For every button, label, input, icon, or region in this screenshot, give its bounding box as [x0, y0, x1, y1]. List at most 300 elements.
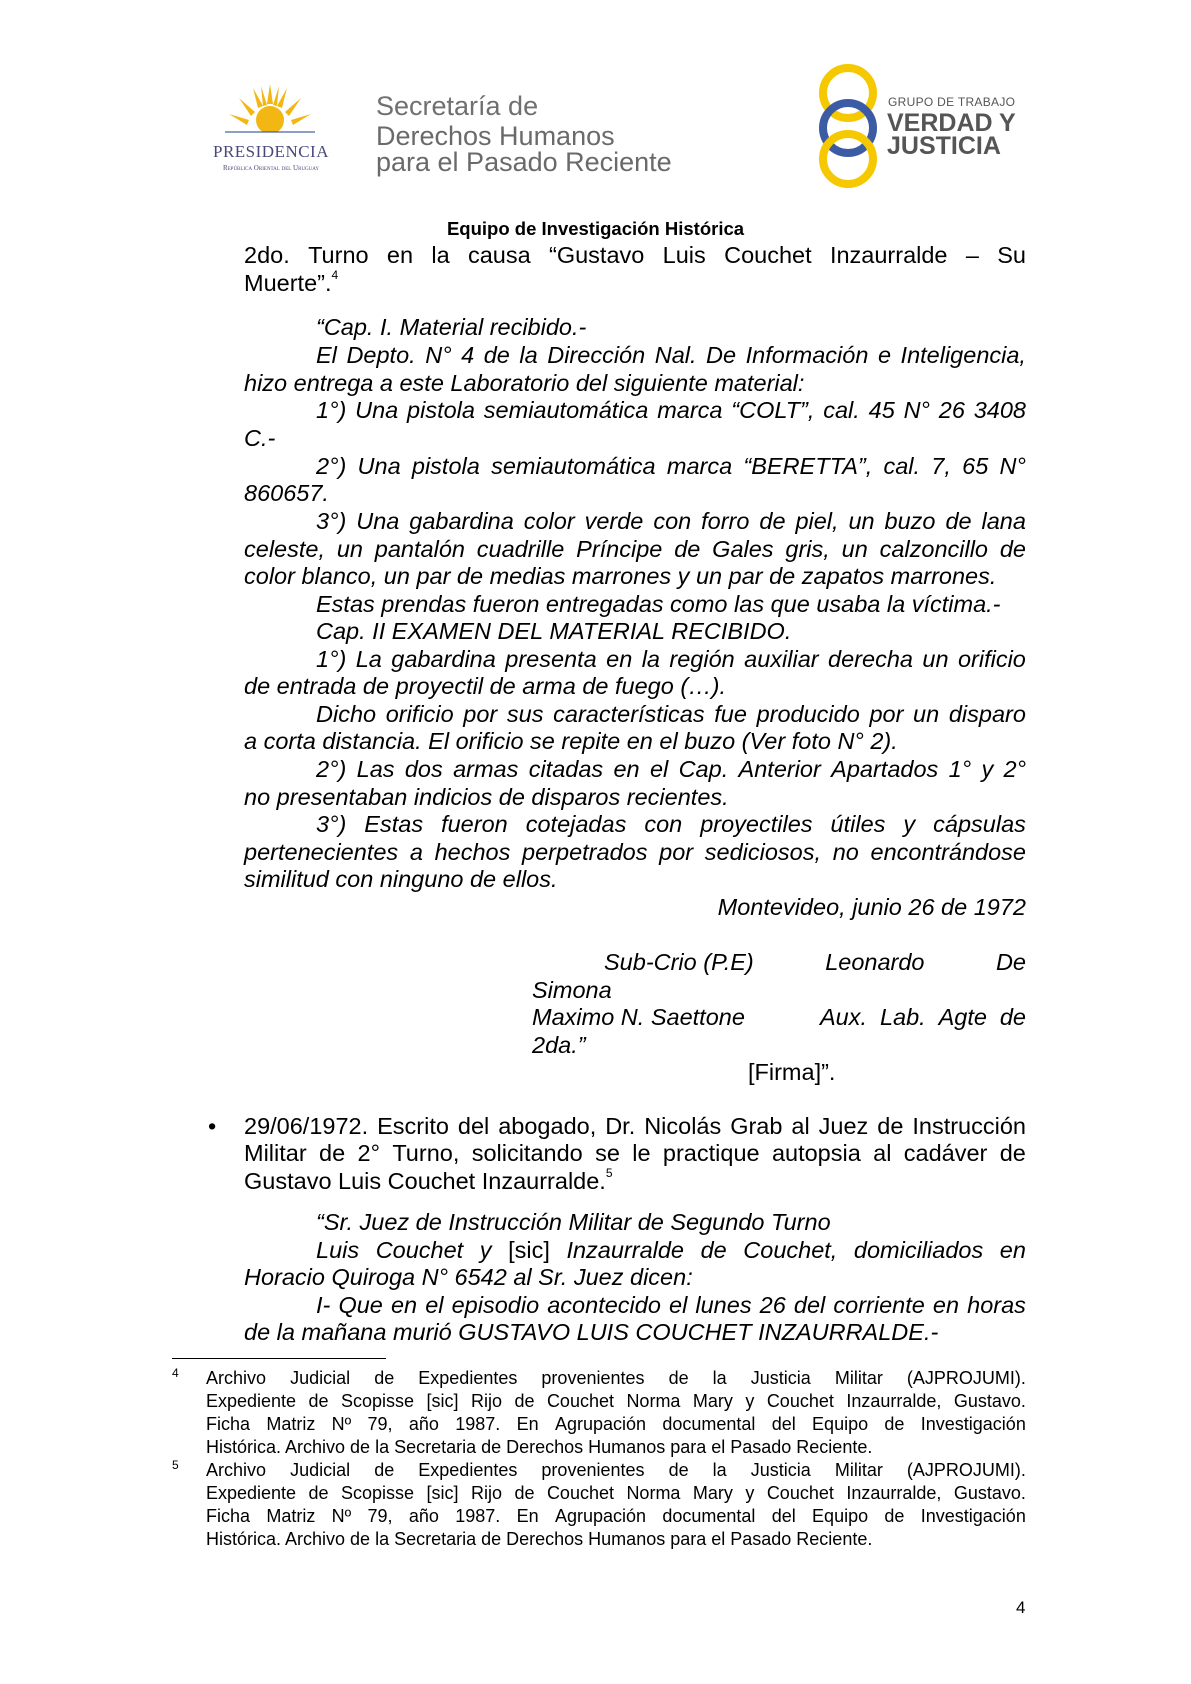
word: Couchet: [766, 1483, 834, 1503]
word: 7,: [931, 453, 951, 479]
word: cal.: [883, 453, 921, 479]
word: Príncipe: [576, 536, 663, 562]
signature-mark: [Firma]”.: [748, 1059, 836, 1085]
text: Gustavo Luis Couchet Inzaurralde.: [244, 1168, 606, 1194]
signature-line: Simona: [532, 977, 612, 1003]
word: Ficha: [206, 1506, 251, 1526]
word: 2do.: [244, 242, 290, 268]
letter-line: Horacio Quiroga N° 6542 al Sr. Juez dicen:: [244, 1264, 693, 1290]
word: 1987.: [455, 1414, 501, 1434]
word: un: [913, 701, 940, 727]
word: (AJPROJUMI).: [906, 1368, 1026, 1388]
word: del: [793, 1292, 826, 1318]
word: fue: [714, 701, 747, 727]
word: cal.: [823, 397, 860, 423]
word: buzo: [884, 508, 936, 534]
word: 1°): [316, 646, 347, 672]
word: Couchet: [546, 1391, 614, 1411]
word: 26: [938, 397, 965, 423]
word: 2°: [1003, 756, 1026, 782]
word: Expediente: [206, 1391, 297, 1411]
text: Sub-Crio (P.E): [604, 949, 754, 975]
quote-line: C.-: [244, 425, 276, 451]
word: Que: [338, 1292, 383, 1318]
word: le: [632, 1140, 651, 1166]
word: en: [999, 1237, 1026, 1263]
word: marca: [666, 453, 733, 479]
quote-line: color blanco, un par de medias marrones y un par de zapatos marrones.: [244, 563, 997, 589]
word: Agte: [938, 1004, 987, 1030]
word: Militar: [834, 1368, 883, 1388]
quote-line: a corta distancia. El orificio se repite en el buzo (Ver foto N° 2).: [244, 728, 898, 754]
word: características: [553, 701, 705, 727]
word: Norma: [626, 1483, 681, 1503]
word: causa: [467, 242, 531, 268]
word: Una: [355, 397, 399, 423]
word: pistola: [411, 453, 480, 479]
letter-line: [316, 1291, 1026, 1319]
word: Su: [997, 242, 1026, 268]
text: Leonardo: [825, 949, 925, 975]
footnote-line: [206, 1367, 1026, 1389]
footnote-line: [206, 1413, 1026, 1435]
word: presenta: [505, 646, 597, 672]
word: practique: [662, 1140, 760, 1166]
word: Equipo: [812, 1414, 869, 1434]
quote-line: Cap. II EXAMEN DEL MATERIAL RECIBIDO.: [316, 618, 792, 644]
word: lana: [981, 508, 1026, 534]
word: autopsia: [771, 1140, 861, 1166]
word: 29/06/1972.: [244, 1113, 369, 1139]
word: corriente: [833, 1292, 925, 1318]
word: Ficha: [206, 1414, 251, 1434]
word: Juez: [818, 1113, 869, 1139]
quote-line: [316, 507, 1026, 535]
word: con: [644, 811, 683, 837]
word: Agrupación: [554, 1506, 647, 1526]
word: de: [999, 1004, 1026, 1030]
page-number: 4: [1016, 1598, 1026, 1617]
word: Militar: [244, 1140, 307, 1166]
word: Equipo: [812, 1506, 869, 1526]
word: Expedientes: [418, 1368, 518, 1388]
word: de: [700, 1237, 727, 1263]
paragraph-line: [244, 269, 338, 297]
word: 79,: [367, 1414, 393, 1434]
word: de: [945, 508, 972, 534]
word: de: [374, 1460, 395, 1480]
footnote-line: [206, 1482, 1026, 1504]
word: Mary: [692, 1483, 733, 1503]
secretaria-line-2: Derechos Humanos: [376, 121, 615, 151]
word: Nicolás: [644, 1113, 722, 1139]
word: Turno,: [392, 1140, 460, 1166]
word: Apartados: [831, 756, 939, 782]
quote-line: 860657.: [244, 480, 329, 506]
word: Archivo: [206, 1460, 267, 1480]
word: cadáver: [903, 1140, 988, 1166]
word: y: [903, 811, 916, 837]
word: [sic]: [426, 1391, 459, 1411]
word: Matriz: [266, 1414, 316, 1434]
word: 2°): [316, 756, 347, 782]
word: Cap.: [678, 756, 729, 782]
word: 1°): [316, 397, 347, 423]
word: hechos: [434, 839, 511, 865]
word: de: [999, 536, 1026, 562]
word: pertenecientes: [244, 839, 399, 865]
word: abogado,: [498, 1113, 597, 1139]
word: en: [932, 1292, 960, 1318]
word: el: [425, 1292, 444, 1318]
word: por: [869, 701, 904, 727]
word: y: [745, 1483, 755, 1503]
word: sus: [506, 701, 544, 727]
word: 26: [759, 1292, 786, 1318]
word: sediciosos,: [704, 839, 822, 865]
word: en: [606, 646, 633, 672]
word: pistola: [407, 397, 475, 423]
word: orificio: [385, 701, 454, 727]
word: provenientes: [541, 1460, 645, 1480]
word: un: [848, 508, 875, 534]
word: forro: [701, 508, 750, 534]
bullet-icon: •: [208, 1113, 217, 1139]
word: y: [745, 1391, 755, 1411]
word: Matriz: [266, 1506, 316, 1526]
word: del: [457, 1113, 490, 1139]
signature-line: [820, 1003, 1026, 1031]
word: del: [771, 1414, 796, 1434]
word: de: [999, 1140, 1026, 1166]
quote-line: [244, 838, 1026, 866]
word: domiciliados: [853, 1237, 984, 1263]
word: encontrándose: [870, 839, 1026, 865]
team-title: Equipo de Investigación Histórica: [446, 218, 745, 239]
word: en: [390, 1292, 418, 1318]
word: con: [653, 508, 692, 534]
word: Inzaurralde: [566, 1237, 685, 1263]
word: de: [308, 1391, 329, 1411]
grupo-label: GRUPO DE TRABAJO: [888, 95, 1016, 109]
word: la: [431, 242, 450, 268]
word: Couchet: [546, 1483, 614, 1503]
word: 3408: [973, 397, 1026, 423]
word: e: [877, 342, 892, 368]
word: Judicial: [290, 1368, 351, 1388]
verdad-justicia-rings-logo: [812, 64, 884, 188]
word: de: [884, 1506, 905, 1526]
word: cápsulas: [933, 811, 1026, 837]
word: proyectiles: [700, 811, 813, 837]
word: “COLT”,: [731, 397, 815, 423]
word: útiles: [830, 811, 886, 837]
word: Inzaurralde,: [846, 1483, 942, 1503]
word: de: [374, 1368, 395, 1388]
word: y: [479, 1237, 492, 1263]
word: año: [408, 1414, 439, 1434]
word: Depto.: [346, 342, 416, 368]
word: I-: [316, 1292, 331, 1318]
word: Nal.: [654, 342, 697, 368]
word: a: [409, 839, 423, 865]
word: Información: [745, 342, 869, 368]
word: Dr.: [605, 1113, 636, 1139]
word: Couchet: [375, 1237, 464, 1263]
word: 4: [461, 342, 475, 368]
word: 3°): [316, 508, 347, 534]
word: de: [483, 342, 510, 368]
bullet-line: [244, 1112, 1026, 1140]
quote-line: [316, 810, 1026, 838]
word: la: [641, 646, 660, 672]
word: año: [408, 1506, 439, 1526]
word: en: [386, 242, 414, 268]
word: celeste,: [244, 536, 325, 562]
word: de: [308, 1483, 329, 1503]
word: 79,: [367, 1506, 393, 1526]
word: Gustavo.: [953, 1483, 1026, 1503]
word: Investigación: [920, 1506, 1026, 1526]
word: armas: [453, 756, 519, 782]
quote-line: [316, 755, 1026, 783]
word: un: [336, 536, 363, 562]
word: 2°): [316, 453, 347, 479]
word: provenientes: [541, 1368, 645, 1388]
word: de: [674, 536, 701, 562]
word: color: [523, 508, 575, 534]
word: Justicia: [750, 1460, 811, 1480]
word: no: [832, 839, 859, 865]
footnote-line: Histórica. Archivo de la Secretaria de Derechos Humanos para el Pasado Reciente.: [206, 1529, 873, 1549]
secretaria-line-1: Secretaría de: [376, 91, 539, 121]
justicia-label: JUSTICIA: [887, 132, 1001, 160]
word: En: [516, 1506, 539, 1526]
footnote-number: 5: [172, 1458, 179, 1472]
word: Scopisse: [341, 1483, 415, 1503]
word: al: [873, 1140, 892, 1166]
word: Rijo: [470, 1391, 502, 1411]
word: (AJPROJUMI).: [906, 1460, 1026, 1480]
word: Expedientes: [418, 1460, 518, 1480]
word: Luis: [316, 1237, 360, 1263]
word: acontecido: [547, 1292, 661, 1318]
word: N°: [999, 453, 1026, 479]
word: pantalón: [374, 536, 465, 562]
word: Mary: [692, 1391, 733, 1411]
quote-line: Estas prendas fueron entregadas como las que usaba la víctima.-: [316, 591, 1001, 617]
word: Scopisse: [341, 1391, 415, 1411]
presidencia-name: PRESIDENCIA: [212, 142, 329, 161]
word: Estas: [364, 811, 424, 837]
quote-line: hizo entrega a este Laboratorio del siguiente material:: [244, 370, 805, 396]
word: de: [668, 1368, 689, 1388]
word: la: [519, 342, 538, 368]
word: en: [613, 756, 640, 782]
word: N°: [903, 397, 930, 423]
bullet-line: [244, 1167, 613, 1195]
word: verde: [584, 508, 644, 534]
word: Gustavo.: [953, 1391, 1026, 1411]
word: “BERETTA”,: [743, 453, 873, 479]
quote-line: [316, 700, 1026, 728]
word: orificio: [957, 646, 1026, 672]
word: Couchet: [766, 1391, 834, 1411]
word: Nº: [331, 1506, 352, 1526]
quote-line: [316, 452, 1026, 480]
word: solicitando: [471, 1140, 583, 1166]
footnote-number: 4: [172, 1366, 179, 1380]
word: cotejadas: [525, 811, 627, 837]
word: de: [514, 1391, 535, 1411]
word: marca: [657, 397, 723, 423]
word: de: [759, 508, 786, 534]
word: disparo: [948, 701, 1026, 727]
footnote-line: [206, 1390, 1026, 1412]
text: Muerte”.: [244, 270, 332, 296]
word: la: [712, 1460, 727, 1480]
footnote-ref-4[interactable]: 4: [331, 268, 339, 283]
presidencia-subtitle: República Oriental del Uruguay: [222, 164, 320, 172]
word: Turno: [308, 242, 369, 268]
word: gris,: [785, 536, 830, 562]
footnote-ref-5[interactable]: 5: [605, 1166, 613, 1181]
secretaria-line-3: para el Pasado Reciente: [376, 147, 672, 177]
word: “Gustavo: [549, 242, 645, 268]
word: región: [669, 646, 735, 672]
quote-date: Montevideo, junio 26 de 1972: [717, 894, 1026, 920]
word: Una: [357, 453, 401, 479]
word: [sic]: [426, 1483, 459, 1503]
word: La: [355, 646, 382, 672]
word: Couchet,: [743, 1237, 838, 1263]
word: de: [514, 1483, 535, 1503]
word: producido: [756, 701, 860, 727]
bullet-line: [244, 1139, 1026, 1167]
word: [sic]: [508, 1237, 550, 1263]
word: 2°: [357, 1140, 380, 1166]
word: gabardina: [391, 646, 496, 672]
word: Instrucción: [912, 1113, 1026, 1139]
word: Grab: [730, 1113, 783, 1139]
word: De: [706, 342, 737, 368]
word: por: [659, 839, 694, 865]
word: de: [877, 1113, 904, 1139]
word: el: [649, 756, 669, 782]
word: el: [669, 1292, 688, 1318]
word: de: [319, 1140, 346, 1166]
word: documental: [662, 1506, 756, 1526]
word: Escrito: [377, 1113, 449, 1139]
word: Aux.: [820, 1004, 868, 1030]
word: Justicia: [750, 1368, 811, 1388]
word: 1°: [948, 756, 972, 782]
word: –: [965, 242, 979, 268]
letter-line: de la mañana murió GUSTAVO LUIS COUCHET INZAURRALDE.-: [244, 1319, 939, 1345]
word: un: [922, 646, 949, 672]
presidencia-sun-logo: [225, 82, 315, 140]
word: Expediente: [206, 1483, 297, 1503]
word: 1987.: [455, 1506, 501, 1526]
word: calzoncillo: [879, 536, 989, 562]
footnote-line: Histórica. Archivo de la Secretaria de Derechos Humanos para el Pasado Reciente.: [206, 1437, 873, 1457]
word: derecha: [828, 646, 913, 672]
quote-line: [316, 396, 1026, 424]
word: Investigación: [920, 1414, 1026, 1434]
word: fueron: [441, 811, 508, 837]
word: 65: [962, 453, 989, 479]
word: Militar: [834, 1460, 883, 1480]
word: por: [463, 701, 498, 727]
footnote-line: [206, 1459, 1026, 1481]
word: Lab.: [879, 1004, 926, 1030]
word: un: [841, 536, 868, 562]
word: perpetrados: [522, 839, 648, 865]
verdad-label: VERDAD Y: [887, 109, 1016, 137]
word: Couchet: [724, 242, 812, 268]
word: N°: [425, 342, 452, 368]
word: de: [884, 1414, 905, 1434]
word: piel,: [795, 508, 839, 534]
quote-line: de entrada de proyectil de arma de fuego (…).: [244, 673, 727, 699]
word: Judicial: [290, 1460, 351, 1480]
quote-line: [316, 341, 1026, 369]
word: se: [595, 1140, 620, 1166]
word: Inzaurralde,: [846, 1391, 942, 1411]
word: Dirección: [547, 342, 646, 368]
quote-line: [316, 645, 1026, 673]
footnote-line: [206, 1505, 1026, 1527]
signature-line: [604, 948, 1026, 976]
word: Gales: [712, 536, 774, 562]
word: documental: [662, 1414, 756, 1434]
word: dos: [404, 756, 443, 782]
quote-line: no presentaban indicios de disparos recientes.: [244, 784, 729, 810]
text: De: [995, 949, 1026, 975]
word: auxiliar: [744, 646, 819, 672]
letter-line: “Sr. Juez de Instrucción Militar de Segundo Turno: [316, 1209, 831, 1235]
word: semiautomática: [491, 453, 656, 479]
word: Norma: [626, 1391, 681, 1411]
word: 3°): [316, 811, 347, 837]
word: lunes: [695, 1292, 752, 1318]
word: Inzaurralde: [829, 242, 948, 268]
letter-line: [316, 1236, 1026, 1264]
word: y: [981, 756, 994, 782]
word: Agrupación: [554, 1414, 647, 1434]
word: del: [771, 1506, 796, 1526]
word: gabardina: [409, 508, 514, 534]
word: horas: [967, 1292, 1026, 1318]
word: Nº: [331, 1414, 352, 1434]
word: cuadrille: [476, 536, 565, 562]
quote-line: similitud con ninguno de ellos.: [244, 866, 558, 892]
word: citadas: [528, 756, 604, 782]
signature-name: Maximo N. Saettone: [532, 1004, 745, 1030]
word: semiautomática: [483, 397, 649, 423]
word: al: [791, 1113, 810, 1139]
word: Archivo: [206, 1368, 267, 1388]
word: Anterior: [738, 756, 821, 782]
paragraph-line: [244, 241, 1026, 269]
signature-line: 2da.”: [532, 1032, 586, 1058]
word: Dicho: [316, 701, 377, 727]
quote-line: “Cap. I. Material recibido.-: [316, 314, 587, 340]
word: Una: [356, 508, 400, 534]
word: la: [712, 1368, 727, 1388]
word: de: [668, 1460, 689, 1480]
word: episodio: [451, 1292, 540, 1318]
